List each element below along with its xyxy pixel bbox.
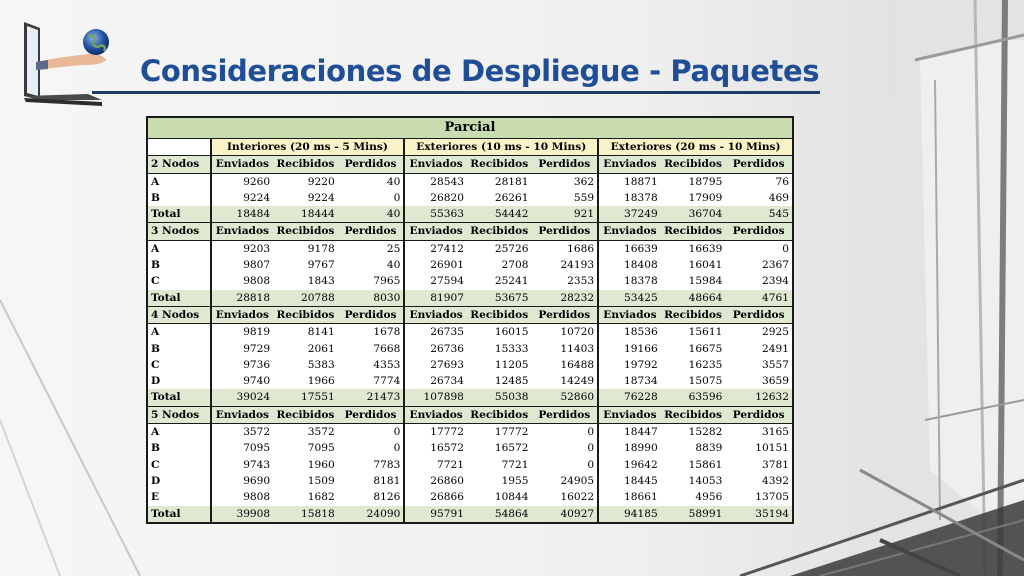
table-row <box>148 257 792 273</box>
table-cell: 9819 <box>211 324 274 341</box>
table-cell: 16639 <box>598 240 661 257</box>
table-cell: 16572 <box>404 440 467 456</box>
table-row <box>148 190 792 206</box>
table-cell: 16675 <box>688 342 723 355</box>
table-row <box>148 457 792 473</box>
table-cell: 7095 <box>211 440 274 456</box>
total-cell: 18484 <box>211 206 274 223</box>
table-cell: 3659 <box>762 375 789 388</box>
table-cell: 13705 <box>755 491 789 504</box>
table-cell: 0 <box>587 442 595 455</box>
table-cell: 1960 <box>307 458 335 471</box>
node-label: A <box>151 426 160 439</box>
section-header-row <box>148 306 792 323</box>
column-header: Enviados <box>404 306 467 323</box>
column-header: Recibidos <box>661 306 726 323</box>
table-row <box>148 440 792 456</box>
table-cell: 2061 <box>307 342 335 355</box>
table-cell: 18795 <box>688 175 723 188</box>
table-cell: 559 <box>573 191 595 204</box>
table-cell: 469 <box>768 191 789 204</box>
table-cell: 11205 <box>494 358 529 371</box>
table-cell: 5383 <box>307 358 335 371</box>
table-cell: 25241 <box>494 275 529 288</box>
table-cell: 28543 <box>404 173 467 190</box>
table-cell: 8126 <box>373 491 401 504</box>
table-cell: 1686 <box>567 242 595 255</box>
table-cell: 0 <box>587 458 595 471</box>
table-cell: 15333 <box>494 342 529 355</box>
total-row <box>148 290 792 307</box>
table-cell: 9690 <box>211 473 274 489</box>
packets-table <box>148 118 792 522</box>
node-label: B <box>151 191 160 204</box>
table-cell: 15075 <box>688 375 723 388</box>
table-cell: 18536 <box>598 324 661 341</box>
total-cell: 81907 <box>404 290 467 307</box>
table-cell: 8141 <box>307 326 335 339</box>
table-cell: 10151 <box>755 442 789 455</box>
table-cell: 2353 <box>567 275 595 288</box>
total-cell: 76228 <box>598 389 661 406</box>
total-cell: 28818 <box>211 290 274 307</box>
table-cell: 0 <box>393 442 401 455</box>
node-label: A <box>151 326 160 339</box>
total-label: Total <box>148 206 211 223</box>
column-header: Enviados <box>211 306 274 323</box>
table-cell: 19792 <box>598 357 661 373</box>
table-row <box>148 373 792 389</box>
table-cell: 9743 <box>211 457 274 473</box>
table-cell: 28181 <box>494 175 529 188</box>
node-label: B <box>151 259 160 272</box>
column-header: Recibidos <box>273 223 338 240</box>
table-cell: 2394 <box>762 275 789 288</box>
group-header: Interiores (20 ms - 5 Mins) <box>211 139 405 156</box>
node-label: A <box>151 175 160 188</box>
column-header: Recibidos <box>467 306 532 323</box>
table-cell: 26820 <box>404 190 467 206</box>
total-cell: 17551 <box>273 389 338 406</box>
total-cell: 58991 <box>661 506 726 522</box>
total-cell: 52860 <box>532 389 599 406</box>
table-row <box>148 324 792 341</box>
total-cell: 18444 <box>273 206 338 223</box>
table-cell: 12485 <box>494 375 529 388</box>
table-cell: 4353 <box>373 358 401 371</box>
total-label: Total <box>148 506 211 522</box>
group-header: Exteriores (10 ms - 10 Mins) <box>404 139 598 156</box>
total-cell: 107898 <box>404 389 467 406</box>
table-cell: 10844 <box>494 491 529 504</box>
column-header: Perdidos <box>532 306 599 323</box>
table-cell: 24905 <box>560 474 595 487</box>
table-cell: 1966 <box>307 375 335 388</box>
table-cell: 2708 <box>501 259 529 272</box>
total-cell: 20788 <box>273 290 338 307</box>
total-cell: 35194 <box>725 506 792 522</box>
table-cell: 18661 <box>598 489 661 505</box>
table-cell: 26860 <box>404 473 467 489</box>
table-row <box>148 341 792 357</box>
total-cell: 94185 <box>598 506 661 522</box>
total-row <box>148 506 792 522</box>
table-row <box>148 424 792 441</box>
table-cell: 9808 <box>211 273 274 289</box>
total-cell: 12632 <box>725 389 792 406</box>
total-cell: 28232 <box>532 290 599 307</box>
table-cell: 7668 <box>373 342 401 355</box>
column-header: Recibidos <box>273 406 338 423</box>
section-header-row <box>148 156 792 173</box>
table-cell: 26866 <box>404 489 467 505</box>
table-cell: 3781 <box>762 458 789 471</box>
table-cell: 16041 <box>688 259 723 272</box>
node-label: D <box>151 474 161 487</box>
table-cell: 9729 <box>211 341 274 357</box>
total-cell: 54864 <box>467 506 532 522</box>
table-cell: 3572 <box>307 426 335 439</box>
table-cell: 17772 <box>404 424 467 441</box>
table-cell: 9808 <box>211 489 274 505</box>
group-header-blank <box>148 139 211 156</box>
table-cell: 17772 <box>494 426 529 439</box>
total-label: Total <box>148 389 211 406</box>
section-label: 4 Nodos <box>148 306 211 323</box>
table-cell: 25 <box>386 242 401 255</box>
page-title: Consideraciones de Despliegue - Paquetes <box>140 54 820 88</box>
total-cell: 63596 <box>661 389 726 406</box>
section-label: 3 Nodos <box>148 223 211 240</box>
total-cell: 48664 <box>661 290 726 307</box>
title-underline <box>92 91 820 94</box>
table-body <box>148 156 792 522</box>
node-label: C <box>151 275 160 288</box>
table-cell: 4956 <box>695 491 723 504</box>
column-header: Enviados <box>404 156 467 173</box>
column-header: Recibidos <box>467 223 532 240</box>
table-cell: 25726 <box>494 242 529 255</box>
table-cell: 76 <box>775 175 789 188</box>
table-cell: 16015 <box>494 326 529 339</box>
total-cell: 8030 <box>338 290 405 307</box>
total-cell: 40927 <box>532 506 599 522</box>
table-cell: 9260 <box>211 173 274 190</box>
table-cell: 24193 <box>560 259 595 272</box>
table-row <box>148 357 792 373</box>
total-cell: 545 <box>725 206 792 223</box>
table-cell: 8839 <box>695 442 723 455</box>
total-cell: 55363 <box>404 206 467 223</box>
table-cell: 18734 <box>598 373 661 389</box>
table-cell: 0 <box>393 191 401 204</box>
table-cell: 9224 <box>211 190 274 206</box>
table-cell: 1682 <box>307 491 335 504</box>
table-cell: 26261 <box>494 191 529 204</box>
table-cell: 7965 <box>373 275 401 288</box>
column-header: Enviados <box>598 406 661 423</box>
table-cell: 11403 <box>560 342 595 355</box>
table-cell: 16235 <box>688 358 723 371</box>
table-cell: 18871 <box>598 173 661 190</box>
table-cell: 362 <box>573 175 595 188</box>
table-cell: 7721 <box>404 457 467 473</box>
table-cell: 2491 <box>762 342 789 355</box>
node-label: C <box>151 358 160 371</box>
table-cell: 14053 <box>688 474 723 487</box>
table-cell: 18445 <box>598 473 661 489</box>
column-header: Enviados <box>598 306 661 323</box>
table-cell: 1843 <box>307 275 335 288</box>
column-header: Perdidos <box>338 156 405 173</box>
table-cell: 2925 <box>762 326 789 339</box>
table-cell: 3557 <box>762 358 789 371</box>
table-cell: 14249 <box>560 375 595 388</box>
table-cell: 1955 <box>501 474 529 487</box>
table-cell: 19642 <box>598 457 661 473</box>
table-cell: 0 <box>782 242 789 255</box>
total-cell: 21473 <box>338 389 405 406</box>
table-cell: 16639 <box>688 242 723 255</box>
table-cell: 27594 <box>404 273 467 289</box>
column-header: Enviados <box>598 156 661 173</box>
table-cell: 3165 <box>762 426 789 439</box>
total-row <box>148 389 792 406</box>
table-cell: 19166 <box>598 341 661 357</box>
table-cell: 3572 <box>211 424 274 441</box>
total-cell: 95791 <box>404 506 467 522</box>
node-label: A <box>151 242 160 255</box>
total-label: Total <box>148 290 211 307</box>
table-cell: 26734 <box>404 373 467 389</box>
table-cell: 18408 <box>598 257 661 273</box>
table-cell: 4392 <box>762 474 789 487</box>
table-cell: 15861 <box>688 458 723 471</box>
table-cell: 17909 <box>688 191 723 204</box>
total-cell: 15818 <box>273 506 338 522</box>
total-cell: 24090 <box>338 506 405 522</box>
table-cell: 15282 <box>688 426 723 439</box>
table-cell: 15611 <box>688 326 723 339</box>
table-cell: 18447 <box>598 424 661 441</box>
table-cell: 7721 <box>501 458 529 471</box>
table-cell: 16572 <box>494 442 529 455</box>
table-row <box>148 473 792 489</box>
laptop-globe-icon <box>18 18 118 113</box>
column-header: Recibidos <box>467 156 532 173</box>
table-cell: 9736 <box>211 357 274 373</box>
node-label: D <box>151 375 161 388</box>
total-cell: 54442 <box>467 206 532 223</box>
column-header: Perdidos <box>532 406 599 423</box>
total-cell: 53425 <box>598 290 661 307</box>
column-header: Perdidos <box>725 306 792 323</box>
column-header: Perdidos <box>725 223 792 240</box>
section-label: 5 Nodos <box>148 406 211 423</box>
node-label: C <box>151 458 160 471</box>
total-cell: 4761 <box>725 290 792 307</box>
table-cell: 1678 <box>373 326 401 339</box>
table-cell: 26901 <box>404 257 467 273</box>
column-header: Enviados <box>211 156 274 173</box>
column-header: Perdidos <box>338 306 405 323</box>
table-cell: 18378 <box>598 190 661 206</box>
column-header: Recibidos <box>661 406 726 423</box>
table-cell: 7783 <box>373 458 401 471</box>
table-cell: 0 <box>393 426 401 439</box>
node-label: E <box>151 491 160 504</box>
column-header: Perdidos <box>532 156 599 173</box>
section-label: 2 Nodos <box>148 156 211 173</box>
group-header: Exteriores (20 ms - 10 Mins) <box>598 139 792 156</box>
table-cell: 9224 <box>307 191 335 204</box>
node-label: B <box>151 442 160 455</box>
table-cell: 18990 <box>598 440 661 456</box>
table-cell: 7774 <box>373 375 401 388</box>
column-header: Perdidos <box>725 406 792 423</box>
total-cell: 39024 <box>211 389 274 406</box>
table-cell: 1509 <box>307 474 335 487</box>
table-cell: 9203 <box>211 240 274 257</box>
total-cell: 53675 <box>467 290 532 307</box>
table-cell: 9807 <box>211 257 274 273</box>
column-header: Enviados <box>211 406 274 423</box>
table-cell: 26736 <box>404 341 467 357</box>
node-label: B <box>151 342 160 355</box>
total-cell: 55038 <box>467 389 532 406</box>
column-header: Recibidos <box>273 306 338 323</box>
total-row <box>148 206 792 223</box>
total-cell: 921 <box>532 206 599 223</box>
column-header: Recibidos <box>661 223 726 240</box>
table-cell: 40 <box>386 175 401 188</box>
table-caption: Parcial <box>148 118 792 139</box>
table-cell: 40 <box>386 259 401 272</box>
column-header: Recibidos <box>467 406 532 423</box>
table-cell: 18378 <box>598 273 661 289</box>
column-header: Perdidos <box>338 406 405 423</box>
table-cell: 9220 <box>307 175 335 188</box>
column-header: Perdidos <box>725 156 792 173</box>
column-header: Enviados <box>211 223 274 240</box>
table-row <box>148 489 792 505</box>
data-table-container <box>146 116 794 524</box>
table-cell: 9178 <box>307 242 335 255</box>
column-header: Recibidos <box>273 156 338 173</box>
table-row <box>148 173 792 190</box>
section-header-row <box>148 223 792 240</box>
table-row <box>148 240 792 257</box>
section-header-row <box>148 406 792 423</box>
total-cell: 39908 <box>211 506 274 522</box>
table-row <box>148 273 792 289</box>
table-cell: 26735 <box>404 324 467 341</box>
column-header: Enviados <box>404 406 467 423</box>
table-cell: 0 <box>587 426 595 439</box>
table-cell: 2367 <box>762 259 789 272</box>
table-cell: 9740 <box>211 373 274 389</box>
table-cell: 16488 <box>560 358 595 371</box>
column-header: Enviados <box>598 223 661 240</box>
table-cell: 8181 <box>373 474 401 487</box>
total-cell: 36704 <box>661 206 726 223</box>
table-cell: 9767 <box>307 259 335 272</box>
table-cell: 7095 <box>307 442 335 455</box>
table-cell: 16022 <box>560 491 595 504</box>
column-header: Perdidos <box>532 223 599 240</box>
table-cell: 27693 <box>404 357 467 373</box>
table-cell: 10720 <box>560 326 595 339</box>
column-header: Perdidos <box>338 223 405 240</box>
table-cell: 27412 <box>404 240 467 257</box>
table-cell: 15984 <box>688 275 723 288</box>
total-cell: 37249 <box>598 206 661 223</box>
column-header: Enviados <box>404 223 467 240</box>
total-cell: 40 <box>338 206 405 223</box>
column-header: Recibidos <box>661 156 726 173</box>
